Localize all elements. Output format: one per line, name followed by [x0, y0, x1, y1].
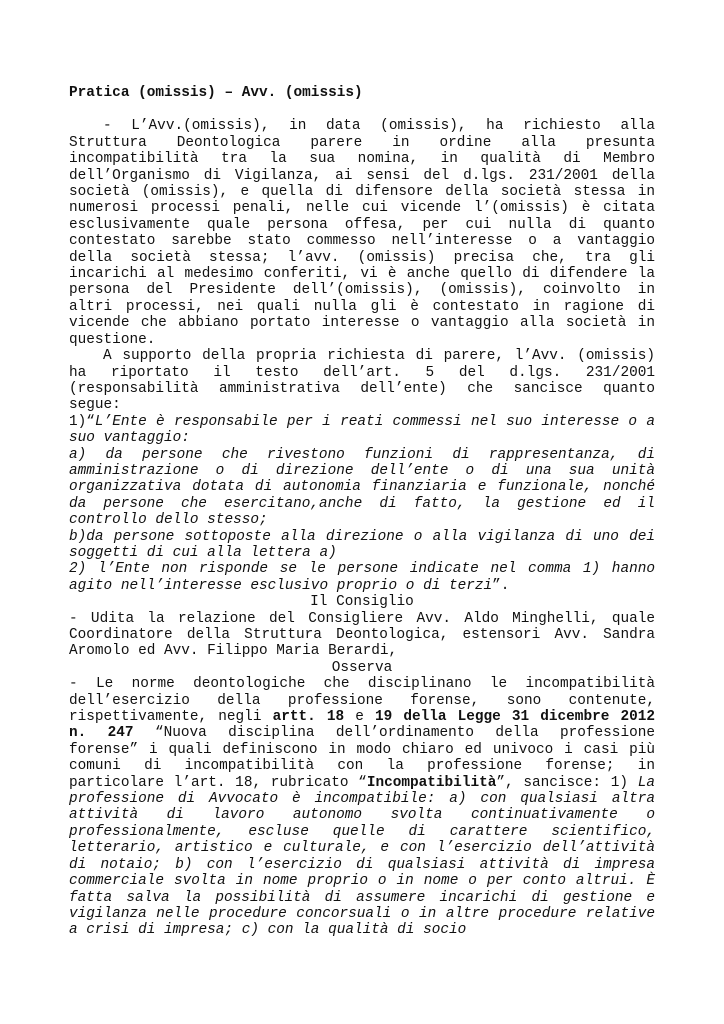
document-body	[69, 85, 655, 939]
heading-consiglio: Il Consiglio	[310, 594, 414, 611]
heading-osserva: Osserva	[331, 659, 393, 676]
quote-line-b: b)da persone sottoposte alla direzione o alla vigilanza di uno dei soggetti di cui alla lettera a)	[69, 528, 655, 561]
paragraph-request: - L’Avv.(omissis), in data (omissis), ha richiesto alla Struttura Deontologica parere in ordine alla presunta incompatibilità tra la sua nomina, in qualità di Membro dell’Organismo di Vigilanza, ai sensi del d.lgs. 231/2001 della società (omissis), e quella di difensore della società stessa in numerosi processi penali, nelle cui vicende l’(omissis) è citata esclusivamente quale persona offesa, per cui nulla di quanto contestato sarebbe stato commesso nell’interesse o a vantaggio della società stessa; l’avv. (omissis) precisa che, tra gli incarichi al medesimo conferiti, vi è anche quello di difendere la persona del Presidente dell’(omissis), (omissis), coinvolto in altri processi, nei quali nulla gli è contestato in ragione di vicende che abbiano portato interesse o vantaggio alla società in questione.	[69, 118, 655, 348]
paragraph-udita: - Udita la relazione del Consigliere Avv. Aldo Minghelli, quale Coordinatore della Struttura Deontologica, estensori Avv. Sandra Aromolo ed Avv. Filippo Maria Berardi,	[69, 610, 655, 660]
quote-close: ”.	[492, 577, 510, 594]
quote-line-1	[69, 414, 655, 447]
quote-line-2: 2) l’Ente non risponde se le persone indicate nel comma 1) hanno agito nell’interesse esclusivo proprio o di terzi”.	[69, 561, 655, 594]
quote-line-a: a) da persone che rivestono funzioni di rappresentanza, di amministrazione o di direzione dell’ente o di una sua unità organizzativa dotata di autonomia finanziaria e funzionale, nonché da persone che esercitano,anche di fatto, la gestione ed il controllo dello stesso;	[69, 446, 655, 529]
paragraph-norme: - Le norme deontologiche che disciplinano le incompatibilità dell’esercizio della professione forense, sono contenute, rispettivamente, negli artt. 18 e 19 della Legge 31 dicembre 2012 n. 247 “Nuova disciplina dell’ordinamento della professione forense” i quali definiscono in modo chiaro ed univoco i casi più comuni di incompatibilità con la professione forense; in particolare l’art. 18, rubricato “Incompatibilità”, sancisce: 1) La professione di Avvocato è incompatibile: a) con qualsiasi altra attività di lavoro autonomo svolta continuativamente o professionalmente, escluse quelle di carattere scientifico, letterario, artistico e culturale, e con l’esercizio dell’attività di notaio; b) con l’esercizio di qualsiasi attività di impresa commerciale svolta in nome proprio o in nome o per conto altrui. È fatta salva la possibilità di assumere incarichi di gestione e vigilanza nelle procedure concorsuali o in altre procedure relative a crisi di impresa; c) con la qualità di socio	[69, 676, 655, 939]
document-title: Pratica (omissis) – Avv. (omissis)	[69, 85, 363, 101]
paragraph-support: A supporto della propria richiesta di parere, l’Avv. (omissis) ha riportato il testo dell’art. 5 del d.lgs. 231/2001 (responsabilità amministrativa dell’ente) che sancisce quanto segue:	[69, 348, 655, 414]
quote-open: 1)“	[69, 413, 95, 430]
quote-text-1: L’Ente è responsabile per i reati commessi nel suo interesse o a suo vantaggio:	[69, 413, 655, 447]
